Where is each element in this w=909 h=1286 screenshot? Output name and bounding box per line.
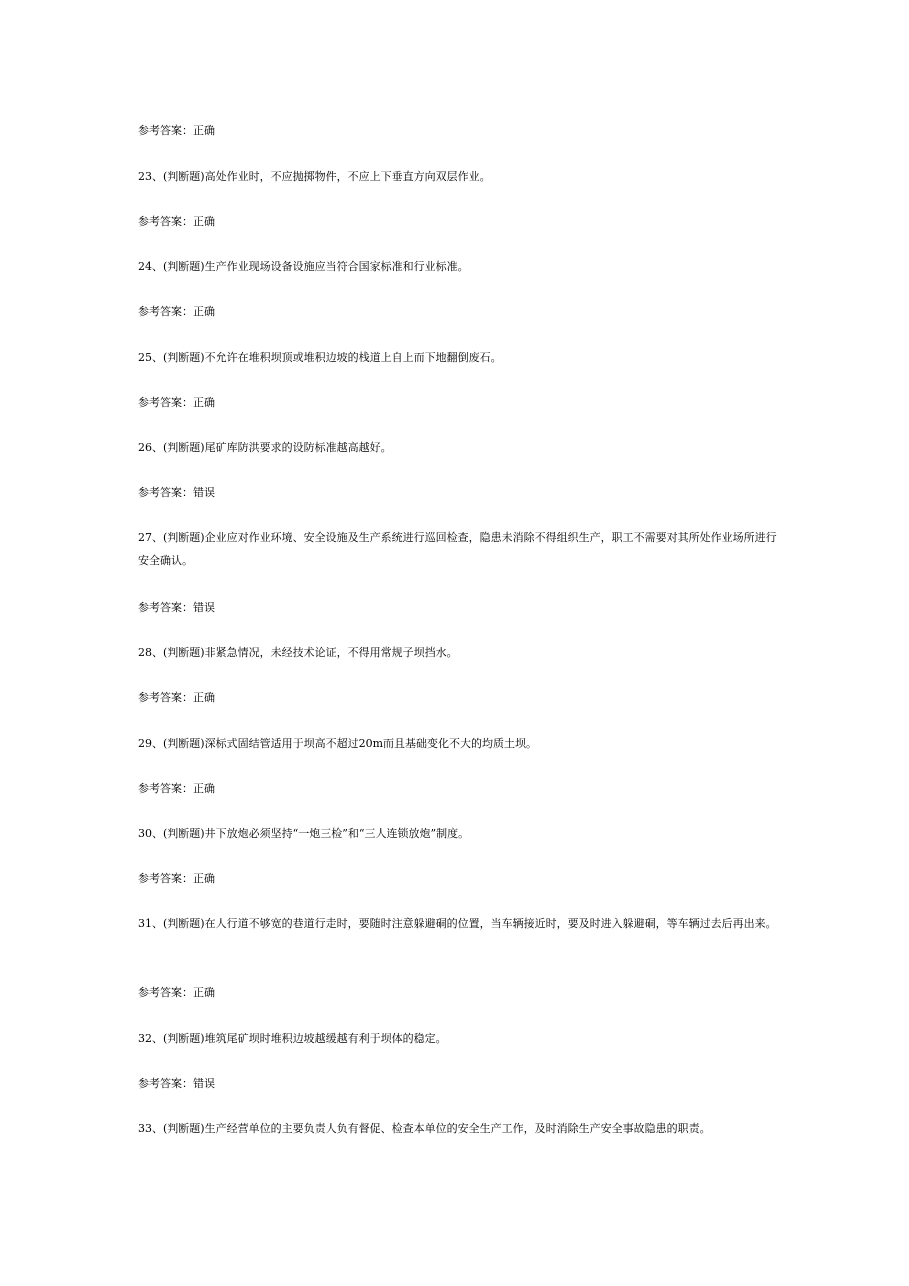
question-line: 23、(判断题)高处作业时，不应抛掷物件，不应上下垂直方向双层作业。 (138, 170, 491, 183)
question-line: 30、(判断题)井下放炮必须坚持“一炮三检”和“三人连锁放炮”制度。 (138, 827, 470, 840)
question-line: 29、(判断题)深标式固结管适用于坝高不超过20m而且基础变化不大的均质土坝。 (138, 737, 538, 750)
answer-line: 参考答案：正确 (138, 872, 215, 885)
question-line: 28、(判断题)非紧急情况，未经技术论证，不得用常规子坝挡水。 (138, 646, 458, 659)
question-line: 27、(判断题)企业应对作业环境、安全设施及生产系统进行巡回检查，隐患未消除不得组织生产，职工不需要对其所处作业场所进行安全确认。 (138, 531, 777, 567)
answer-line: 参考答案：正确 (138, 396, 215, 409)
answer-line: 参考答案：正确 (138, 305, 215, 318)
answer-line: 参考答案：错误 (138, 1077, 215, 1090)
answer-line: 参考答案：正确 (138, 215, 215, 228)
answer-line: 参考答案：正确 (138, 782, 215, 795)
answer-line: 参考答案：错误 (138, 486, 215, 499)
answer-line: 参考答案：正确 (138, 691, 215, 704)
question-line: 24、(判断题)生产作业现场设备设施应当符合国家标准和行业标准。 (138, 260, 469, 273)
question-line: 25、(判断题)不允许在堆积坝顶或堆积边坡的栈道上自上而下地翻倒废石。 (138, 351, 502, 364)
answer-line: 参考答案：正确 (138, 986, 215, 999)
answer-line: 参考答案：错误 (138, 601, 215, 614)
question-line: 32、(判断题)堆筑尾矿坝时堆积边坡越缓越有利于坝体的稳定。 (138, 1032, 447, 1045)
answer-line: 参考答案：正确 (138, 124, 215, 137)
question-line: 31、(判断题)在人行道不够宽的巷道行走时，要随时注意躲避硐的位置，当车辆接近时，要及时进入躲避硐，等车辆过去后再出来。 (138, 917, 777, 930)
question-line: 26、(判断题)尾矿库防洪要求的设防标准越高越好。 (138, 441, 392, 454)
question-line: 33、(判断题)生产经营单位的主要负责人负有督促、检查本单位的安全生产工作，及时消除生产安全事故隐患的职责。 (138, 1122, 711, 1135)
